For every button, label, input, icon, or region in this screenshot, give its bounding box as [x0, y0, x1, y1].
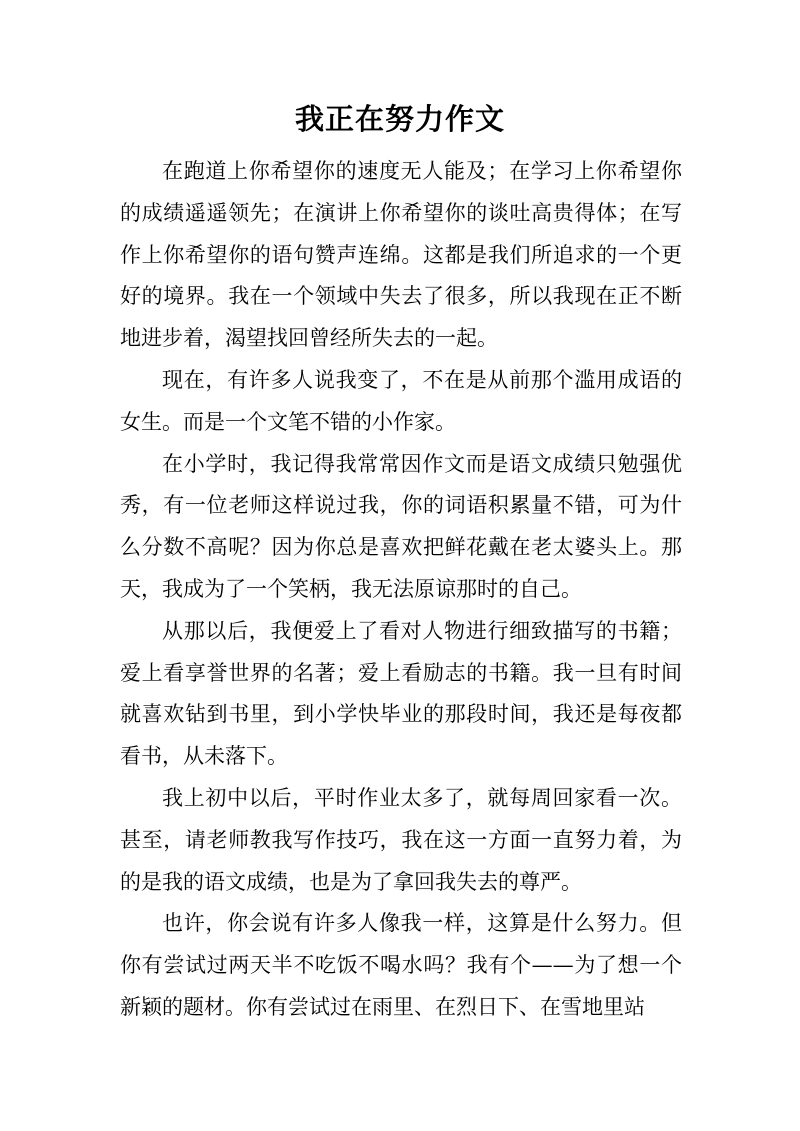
document-title: 我正在努力作文	[294, 102, 505, 136]
paragraph-1: 在跑道上你希望你的速度无人能及；在学习上你希望你的成绩遥遥领先；在演讲上你希望你的谈吐高贵得体；在写作上你希望你的语句赞声连绵。这都是我们所追求的一个更好的境界。我在一个领域中失去了很多，所以我现在正不断地进步着，渴望找回曾经所失去的一起。	[120, 159, 682, 351]
paragraph-4: 从那以后，我便爱上了看对人物进行细致描写的书籍；爱上看享誉世界的名著；爱上看励志的书籍。我一旦有时间就喜欢钻到书里，到小学快毕业的那段时间，我还是每夜都看书，从未落下。	[120, 618, 682, 769]
paragraph-5: 我上初中以后，平时作业太多了，就每周回家看一次。甚至，请老师教我写作技巧，我在这一方面一直努力着，为的是我的语文成绩，也是为了拿回我失去的尊严。	[120, 785, 682, 894]
paragraph-3: 在小学时，我记得我常常因作文而是语文成绩只勉强优秀，有一位老师这样说过我，你的词语积累量不错，可为什么分数不高呢？因为你总是喜欢把鲜花戴在老太婆头上。那天，我成为了一个笑柄，我无法原谅那时的自己。	[120, 451, 682, 601]
paragraph-2: 现在，有许多人说我变了，不在是从前那个滥用成语的女生。而是一个文笔不错的小作家。	[120, 367, 682, 434]
paragraph-6: 也许，你会说有许多人像我一样，这算是什么努力。但你有尝试过两天半不吃饭不喝水吗？我有个——为了想一个新颖的题材。你有尝试过在雨里、在烈日下、在雪地里站	[120, 911, 682, 1019]
document-body	[120, 151, 682, 1029]
